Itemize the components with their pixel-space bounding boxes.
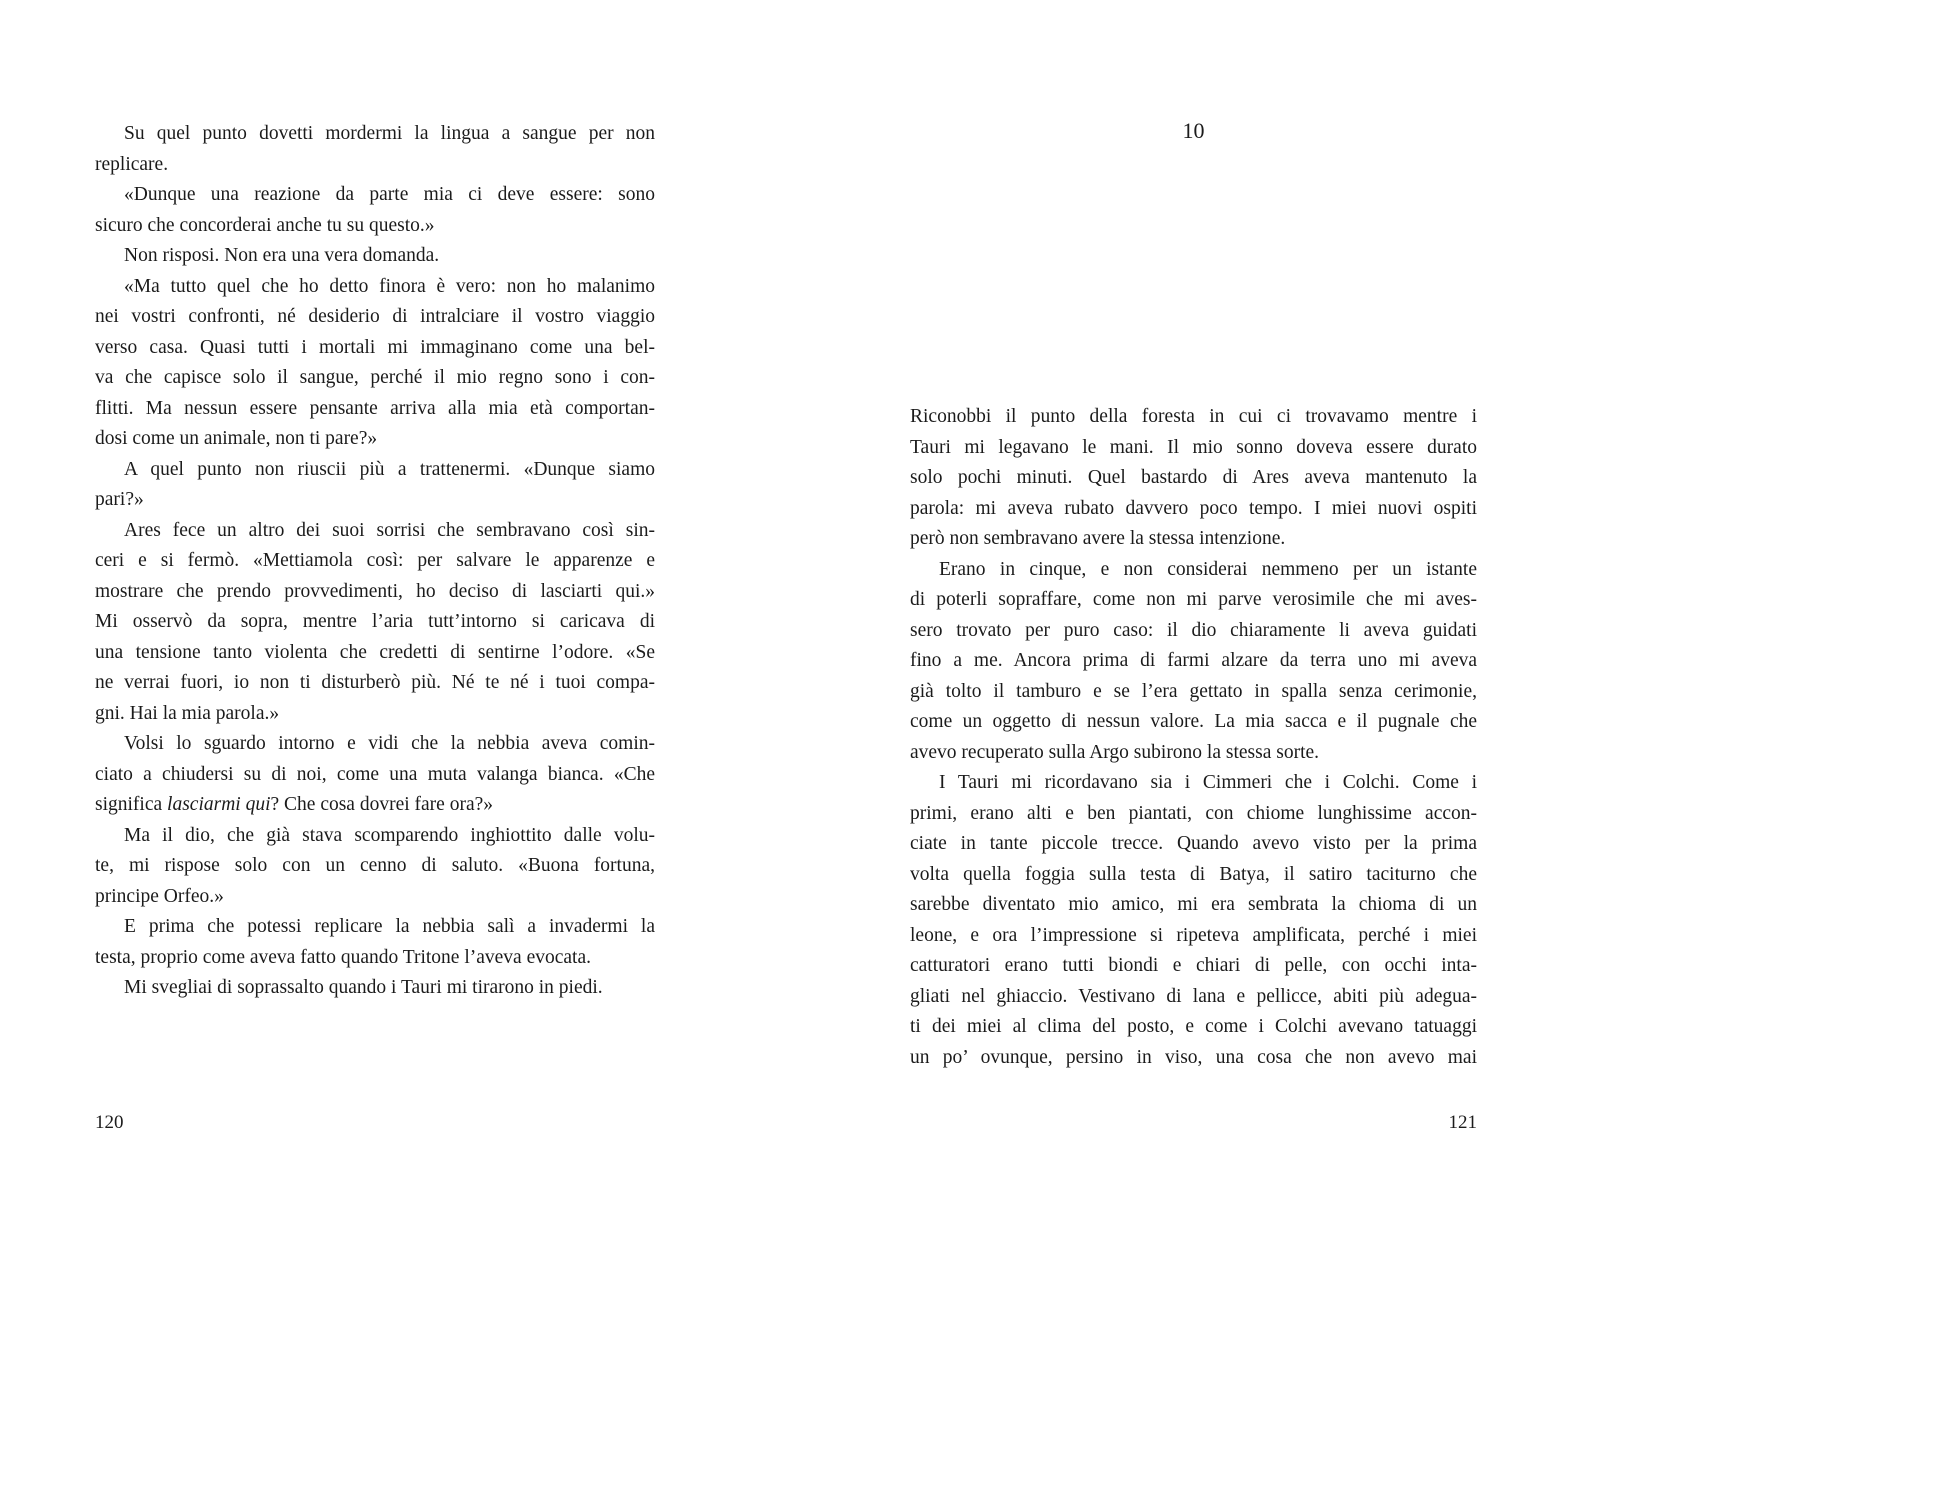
italic-text: lasciarmi qui [167, 794, 271, 815]
text-line: Mi svegliai di soprassalto quando i Tauri mi tirarono in piedi. [124, 977, 603, 998]
text-line: pari?» [95, 489, 144, 510]
text-line: «Dunque una reazione da parte mia ci deve essere: sono [124, 184, 655, 205]
text-line: dosi come un animale, non ti pare?» [95, 428, 378, 449]
text-line: di poterli sopraffare, come non mi parve verosimile che mi aves- [910, 589, 1477, 610]
text-line: ciato a chiudersi su di noi, come una muta valanga bianca. «Che [95, 763, 655, 785]
text-line: avevo recuperato sulla Argo subirono la stessa sorte. [910, 741, 1320, 763]
text-line: fino a me. Ancora prima di farmi alzare da terra uno mi aveva [910, 650, 1477, 671]
text-line [95, 790, 655, 821]
text-line: leone, e ora l’impressione si ripeteva amplificata, perché i miei [910, 924, 1477, 946]
text-line: Erano in cinque, e non considerai nemmeno per un istante [939, 558, 1477, 580]
text-line: replicare. [95, 153, 169, 175]
chapter-number: 10 [1182, 118, 1205, 143]
text-line: flitti. Ma nessun essere pensante arriva alla mia età comportan- [95, 397, 655, 419]
text-line: volta quella foggia sulla testa di Batya, il satiro taciturno che [910, 863, 1477, 885]
text-line: Su quel punto dovetti mordermi la lingua a sangue per non [124, 123, 655, 144]
text-line: Ares fece un altro dei suoi sorrisi che sembravano così sin- [124, 519, 655, 541]
text-line: ti dei miei al clima del posto, e come i Colchi avevano tatuaggi [910, 1016, 1477, 1037]
text-line: Non risposi. Non era una vera domanda. [124, 245, 440, 266]
text-line: già tolto il tamburo e se l’era gettato in spalla senza cerimonie, [910, 680, 1477, 702]
text-line: Volsi lo sguardo intorno e vidi che la nebbia aveva comin- [124, 733, 655, 754]
text-line: sicuro che concorderai anche tu su questo.» [95, 214, 435, 236]
text-line: gliati nel ghiaccio. Vestivano di lana e pellicce, abiti più adegua- [910, 985, 1477, 1007]
text-line: testa, proprio come aveva fatto quando Tritone l’aveva evocata. [95, 946, 591, 968]
text-line: va che capisce solo il sangue, perché il mio regno sono i con- [95, 367, 655, 388]
text-line: primi, erano alti e ben piantati, con chiome lunghissime accon- [910, 802, 1477, 824]
text-line: verso casa. Quasi tutti i mortali mi immaginano come una bel- [95, 336, 655, 358]
text-line: Ma il dio, che già stava scomparendo inghiottito dalle volu- [124, 824, 655, 846]
text-line: A quel punto non riuscii più a trattenermi. «Dunque siamo [124, 458, 655, 480]
text-line: Mi osservò da sopra, mentre l’aria tutt’intorno si caricava di [95, 611, 655, 632]
left-page-number: 120 [95, 1112, 124, 1133]
text-segment: ? Che cosa dovrei fare ora?» [270, 794, 494, 815]
right-text-column [910, 402, 1477, 1073]
text-line: mostrare che prendo provvedimenti, ho deciso di lasciarti qui.» [95, 580, 655, 602]
text-line: «Ma tutto quel che ho detto finora è vero: non ho malanimo [124, 275, 655, 297]
left-text-column [95, 119, 655, 1004]
text-line: I Tauri mi ricordavano sia i Cimmeri che i Colchi. Come i [939, 772, 1477, 793]
right-page-number: 121 [1448, 1112, 1477, 1133]
text-line: sero trovato per puro caso: il dio chiaramente li aveva guidati [910, 619, 1477, 641]
text-line: un po’ ovunque, persino in viso, una cosa che non avevo mai [910, 1046, 1477, 1068]
text-line: ceri e si fermò. «Mettiamola così: per salvare le apparenze e [95, 550, 655, 571]
text-line: una tensione tanto violenta che credetti di sentirne l’odore. «Se [95, 641, 655, 663]
text-segment: significa [95, 794, 168, 815]
text-line: nei vostri confronti, né desiderio di intralciare il vostro viaggio [95, 306, 655, 327]
text-line: ne verrai fuori, io non ti disturberò più. Né te né i tuoi compa- [95, 672, 655, 693]
text-line: E prima che potessi replicare la nebbia salì a invadermi la [124, 916, 655, 937]
text-line: Tauri mi legavano le mani. Il mio sonno doveva essere durato [910, 436, 1477, 458]
text-line: sarebbe diventato mio amico, mi era sembrata la chioma di un [910, 894, 1477, 915]
text-line: principe Orfeo.» [95, 885, 224, 907]
text-line: Riconobbi il punto della foresta in cui ci trovavamo mentre i [910, 406, 1477, 427]
text-line: come un oggetto di nessun valore. La mia sacca e il pugnale che [910, 711, 1477, 732]
text-line: solo pochi minuti. Quel bastardo di Ares aveva mantenuto la [910, 467, 1477, 488]
text-line: te, mi rispose solo con un cenno di saluto. «Buona fortuna, [95, 855, 655, 876]
text-line: gni. Hai la mia parola.» [95, 702, 280, 724]
text-line: ciate in tante piccole trecce. Quando avevo visto per la prima [910, 833, 1477, 854]
text-line: parola: mi aveva rubato davvero poco tempo. I miei nuovi ospiti [910, 497, 1477, 519]
text-line: catturatori erano tutti biondi e chiari di pelle, con occhi inta- [910, 955, 1477, 976]
text-line: però non sembravano avere la stessa intenzione. [910, 528, 1286, 549]
